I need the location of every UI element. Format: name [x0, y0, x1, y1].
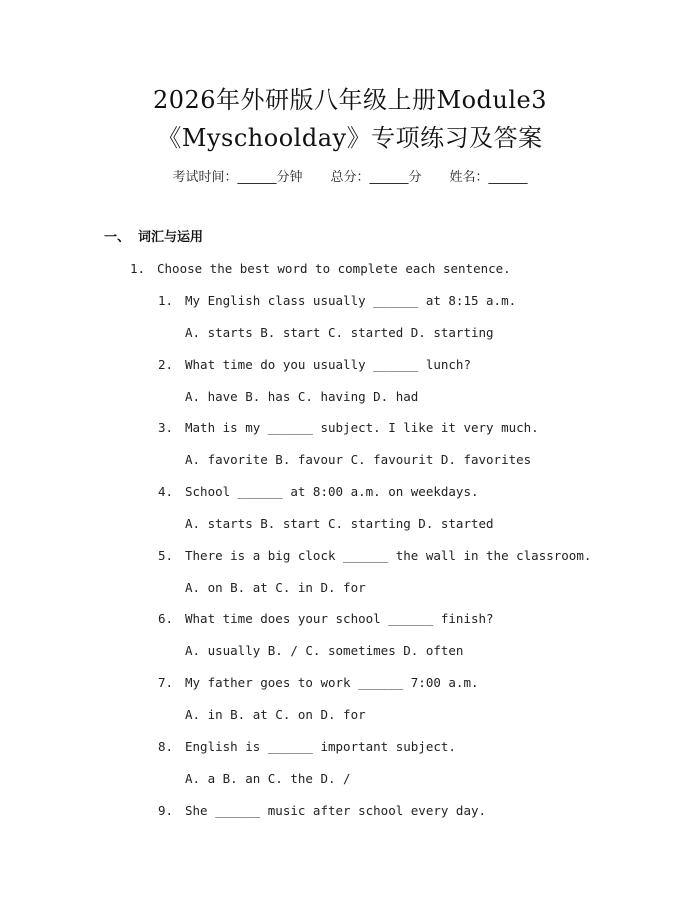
page-title-line1: 2026年外研版八年级上册Module3 — [152, 86, 548, 114]
question-number: 8. — [158, 738, 174, 754]
question-text: English is ______ important subject. — [185, 738, 456, 754]
question-item — [158, 673, 678, 705]
question-options: A. favorite B. favour C. favourit D. favorites — [185, 452, 532, 468]
question-options: A. on B. at C. in D. for — [185, 579, 366, 595]
question-number: 6. — [158, 611, 174, 627]
question-text: What time does your school ______ finish? — [185, 611, 494, 627]
question-item — [158, 482, 678, 514]
question-text: My English class usually ______ at 8:15 a.m. — [185, 293, 517, 308]
question-number: 4. — [158, 484, 174, 500]
question-number: 7. — [158, 675, 174, 691]
question-item — [158, 801, 678, 833]
question-number: 3. — [158, 420, 174, 436]
page-title-line2: 《Myschoolday》专项练习及答案 — [157, 124, 543, 152]
section-heading — [104, 228, 203, 248]
question-text: My father goes to work ______ 7:00 a.m. — [185, 675, 479, 691]
question-text: There is a big clock ______ the wall in the classroom. — [185, 547, 592, 563]
question-options: A. a B. an C. the D. / — [185, 770, 351, 786]
exam-info — [0, 168, 700, 188]
question-text: School ______ at 8:00 a.m. on weekdays. — [185, 484, 479, 500]
question-text: She ______ music after school every day. — [185, 802, 487, 818]
question-options: A. starts B. start C. starting D. started — [185, 515, 494, 531]
question-item — [158, 355, 678, 387]
total-score-field: 总分：______分 — [330, 170, 422, 185]
question-number: 2. — [158, 356, 174, 372]
task-instruction — [130, 259, 511, 279]
question-list — [158, 291, 678, 832]
question-item — [158, 737, 678, 769]
question-options: A. have B. has C. having D. had — [185, 388, 419, 404]
question-item — [158, 546, 678, 578]
question-number: 9. — [158, 802, 174, 818]
question-item — [158, 609, 678, 641]
question-options: A. usually B. / C. sometimes D. often — [185, 643, 464, 659]
question-item — [158, 291, 678, 323]
question-options: A. starts B. start C. started D. starting — [185, 324, 494, 340]
section-title: 词汇与运用 — [138, 230, 204, 245]
question-options: A. in B. at C. on D. for — [185, 706, 366, 722]
question-item — [158, 418, 678, 450]
question-text: Math is my ______ subject. I like it very much. — [185, 420, 539, 436]
section-number: 一、 — [104, 230, 131, 245]
name-field: 姓名：______ — [449, 170, 528, 185]
question-number: 1. — [158, 293, 174, 308]
question-number: 5. — [158, 547, 174, 563]
task-text: Choose the best word to complete each sentence. — [157, 261, 511, 276]
task-number: 1. — [130, 261, 146, 276]
question-text: What time do you usually ______ lunch? — [185, 356, 471, 372]
exam-time-field: 考试时间：______分钟 — [172, 170, 303, 185]
